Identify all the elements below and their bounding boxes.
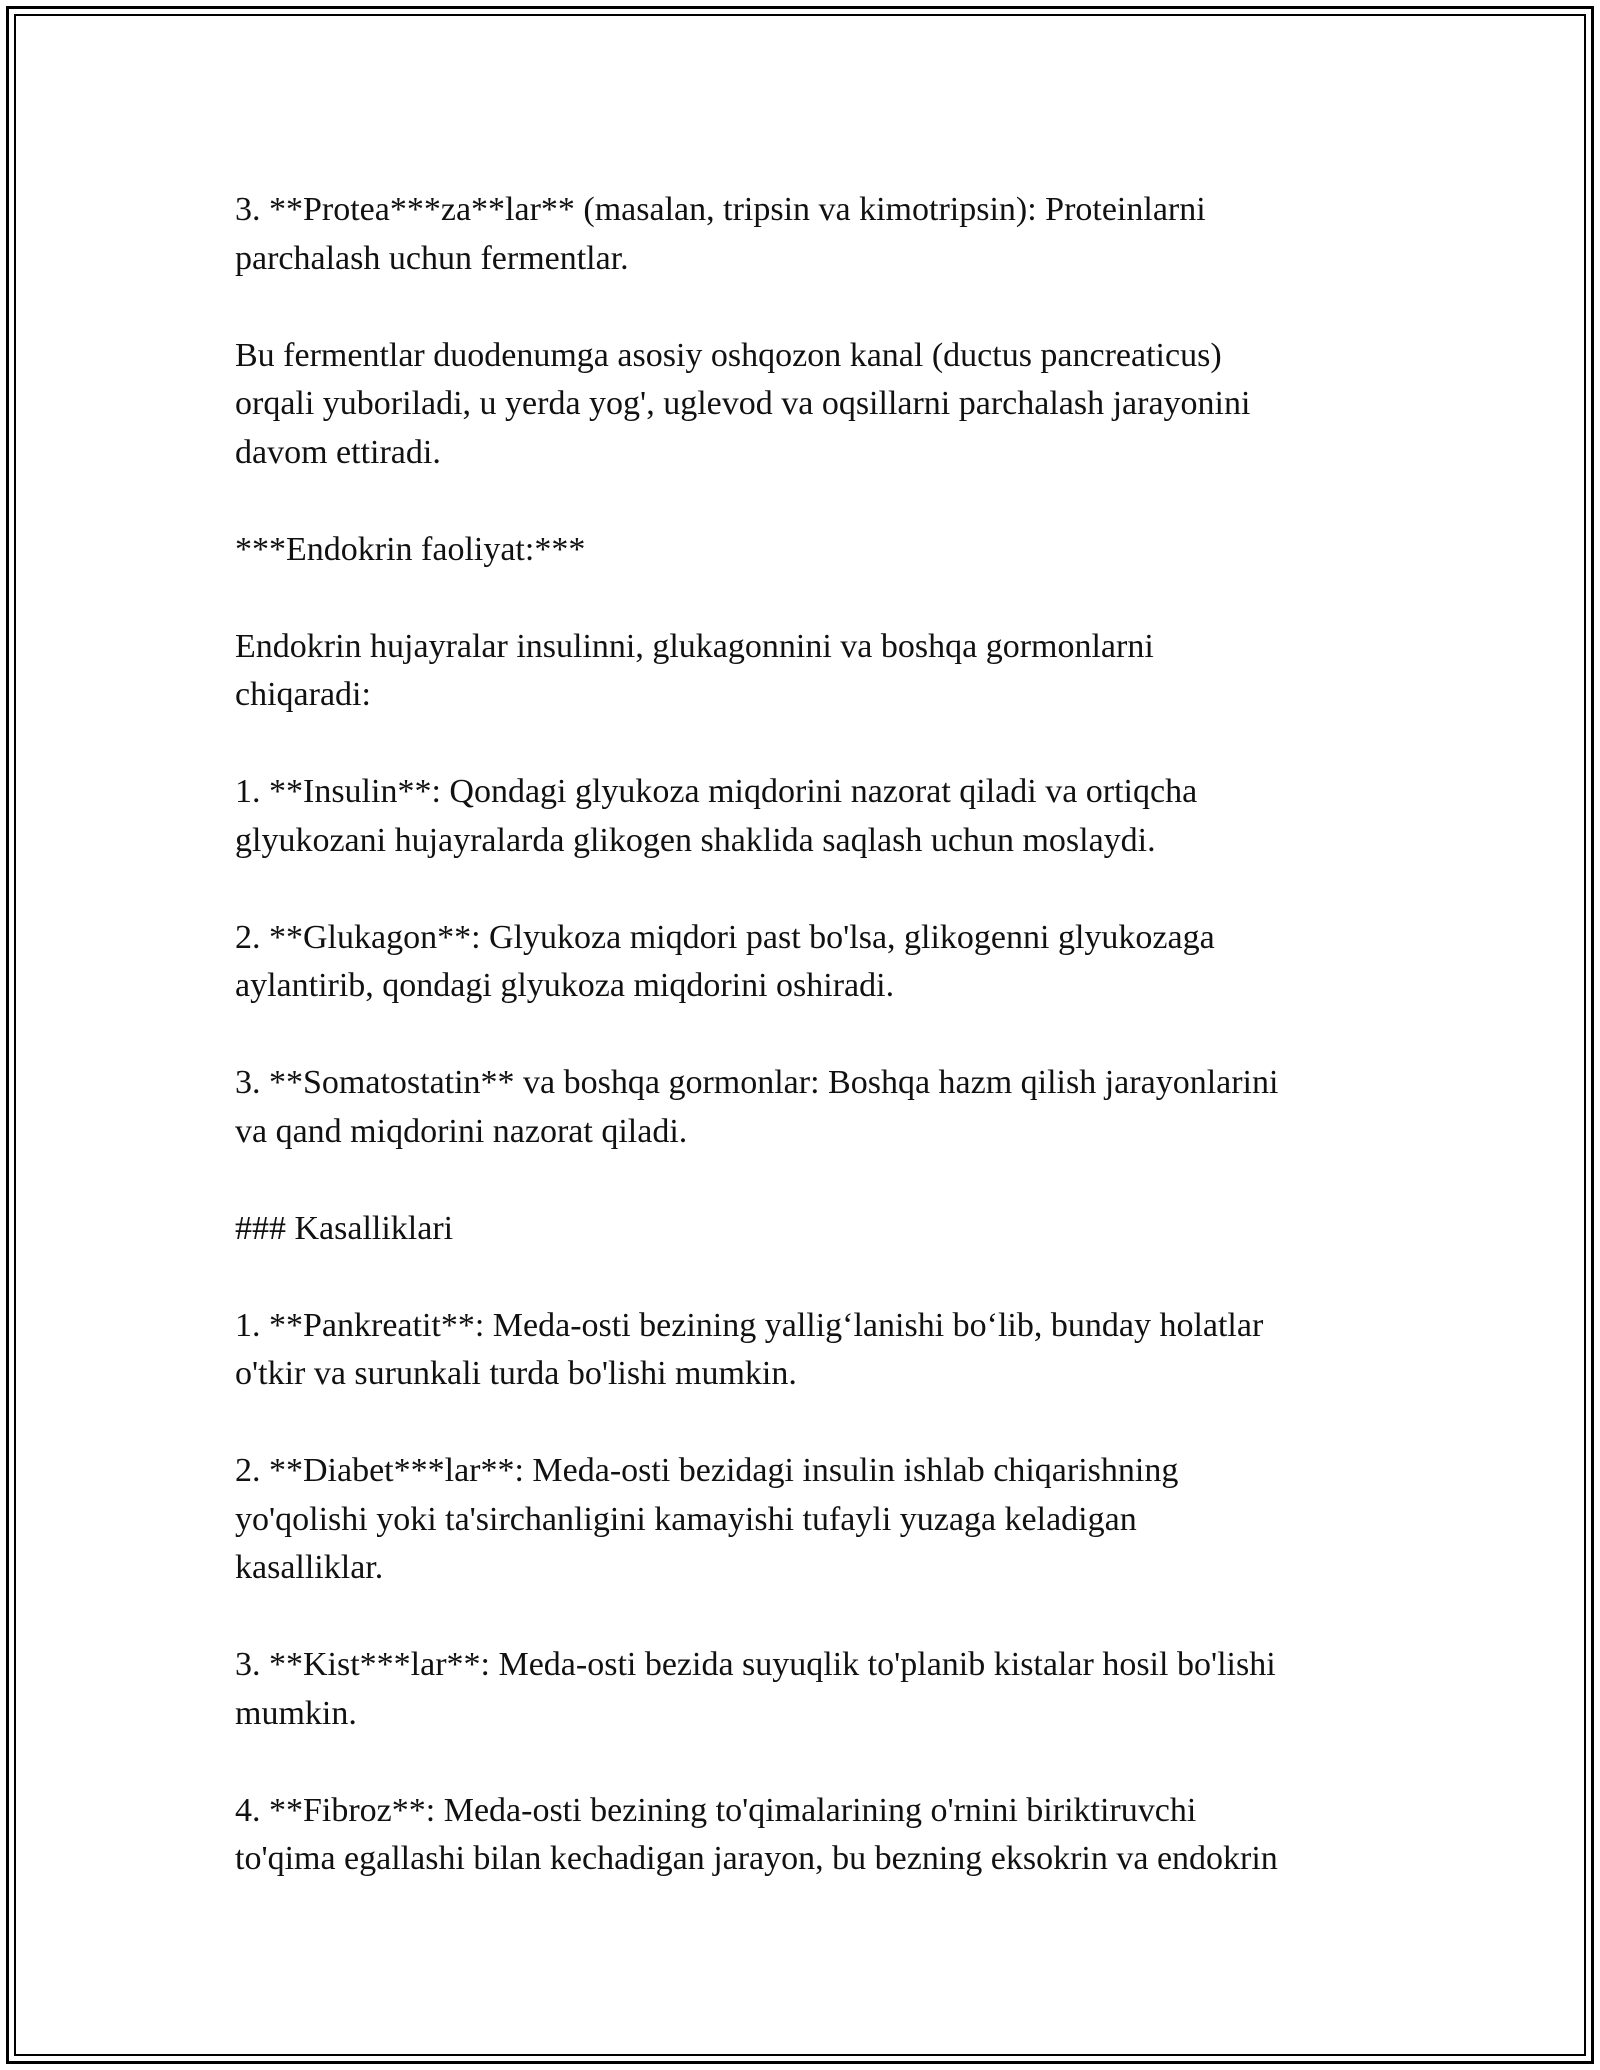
text-line: kasalliklar. xyxy=(235,1549,384,1586)
list-item-pankreatit xyxy=(235,1302,1385,1399)
list-item-diabetlar xyxy=(235,1447,1385,1593)
text-line: 1. **Insulin**: Qondagi glyukoza miqdorini nazorat qiladi va ortiqcha xyxy=(235,773,1198,810)
paragraph-fermentlar-yuborish xyxy=(235,332,1385,478)
list-item-kistlar xyxy=(235,1641,1385,1738)
list-item-insulin xyxy=(235,768,1385,865)
text-line: yo'qolishi yoki ta'sirchanligini kamayishi tufayli yuzaga keladigan xyxy=(235,1500,1137,1538)
text-line: Endokrin hujayralar insulinni, glukagonnini va boshqa gormonlarni xyxy=(235,627,1154,665)
list-item-fibroz xyxy=(235,1787,1385,1884)
text-line: ***Endokrin faoliyat:*** xyxy=(235,530,586,568)
list-item-glukagon xyxy=(235,914,1385,1011)
text-line: glyukozani hujayralarda glikogen shaklida saqlash uchun moslaydi. xyxy=(235,821,1156,859)
text-line: Bu fermentlar duodenumga asosiy oshqozon kanal (ductus pancreaticus) xyxy=(235,336,1222,374)
document-body xyxy=(235,186,1385,1884)
text-line: parchalash uchun fermentlar. xyxy=(235,239,629,277)
paragraph-proteazalar xyxy=(235,186,1385,283)
text-line: 2. **Diabet***lar**: Meda-osti bezidagi insulin ishlab chiqarishning xyxy=(235,1452,1179,1489)
text-line: davom ettiradi. xyxy=(235,433,441,471)
text-line: 3. **Kist***lar**: Meda-osti bezida suyuqlik to'planib kistalar hosil bo'lishi xyxy=(235,1646,1276,1683)
text-line: o'tkir va surunkali turda bo'lishi mumkin. xyxy=(235,1355,797,1392)
text-line: ### Kasalliklari xyxy=(235,1209,454,1247)
text-line: to'qima egallashi bilan kechadigan jarayon, bu bezning eksokrin va endokrin xyxy=(235,1840,1278,1877)
list-item-somatostatin xyxy=(235,1059,1385,1156)
text-line: 1. **Pankreatit**: Meda-osti bezining yallig‘lanishi bo‘lib, bunday holatlar xyxy=(235,1306,1264,1344)
text-line: chiqaradi: xyxy=(235,676,371,713)
text-line: 4. **Fibroz**: Meda-osti bezining to'qimalarining o'rnini biriktiruvchi xyxy=(235,1791,1197,1829)
heading-kasalliklari xyxy=(235,1205,1385,1254)
text-line: 3. **Protea***za**lar** (masalan, tripsin va kimotripsin): Proteinlarni xyxy=(235,191,1206,228)
text-line: mumkin. xyxy=(235,1694,357,1732)
text-line: orqali yuboriladi, u yerda yog', uglevod va oqsillarni parchalash jarayonini xyxy=(235,385,1251,422)
heading-endokrin-faoliyat xyxy=(235,526,1385,575)
text-line: va qand miqdorini nazorat qiladi. xyxy=(235,1112,688,1150)
text-line: 3. **Somatostatin** va boshqa gormonlar: Boshqa hazm qilish jarayonlarini xyxy=(235,1064,1279,1101)
text-line: 2. **Glukagon**: Glyukoza miqdori past bo'lsa, glikogenni glyukozaga xyxy=(235,918,1215,956)
text-line: aylantirib, qondagi glyukoza miqdorini oshiradi. xyxy=(235,967,895,1004)
paragraph-endokrin-intro xyxy=(235,623,1385,720)
